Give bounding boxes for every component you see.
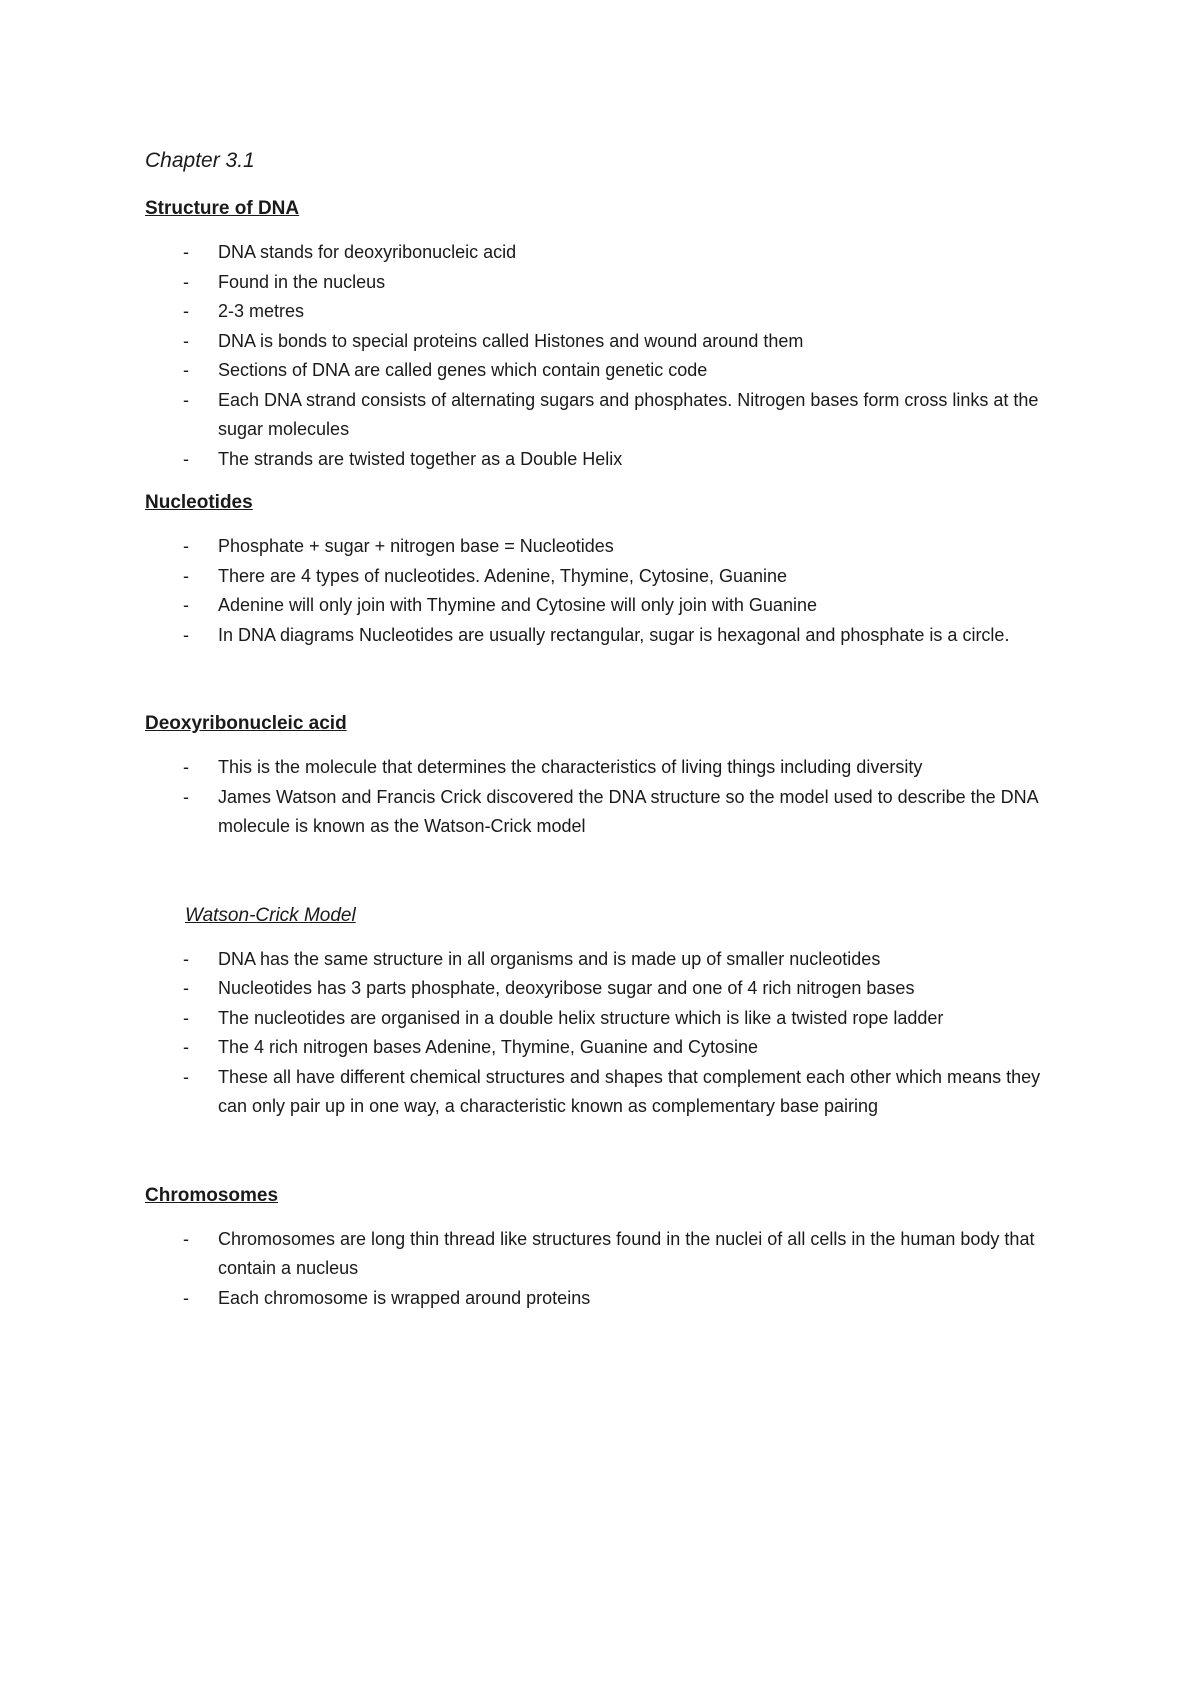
bullet-dash: - <box>183 360 189 380</box>
bullet-list-nucleotides <box>145 532 1065 650</box>
list-item: - James Watson and Francis Crick discovered the DNA structure so the model used to describe the DNA molecule is known as the Watson-Crick model <box>145 783 1065 842</box>
bullet-dash: - <box>183 595 189 615</box>
list-item: - There are 4 types of nucleotides. Adenine, Thymine, Cytosine, Guanine <box>145 562 1065 592</box>
bullet-dash: - <box>183 448 189 469</box>
section-heading-chromosomes: Chromosomes <box>145 1184 279 1206</box>
bullet-list-deoxyribonucleic-acid <box>145 753 1065 842</box>
list-item: - The 4 rich nitrogen bases Adenine, Thymine, Guanine and Cytosine <box>145 1033 1065 1063</box>
list-item: - Phosphate + sugar + nitrogen base = Nucleotides <box>145 532 1065 562</box>
list-item: - Nucleotides has 3 parts phosphate, deoxyribose sugar and one of 4 rich nitrogen bases <box>145 974 1065 1004</box>
bullet-dash: - <box>183 330 189 351</box>
bullet-dash: - <box>183 271 189 292</box>
list-item: - DNA stands for deoxyribonucleic acid <box>145 238 1065 268</box>
bullet-dash: - <box>183 624 189 645</box>
bullet-dash: - <box>183 1037 189 1057</box>
list-item: - Each chromosome is wrapped around proteins <box>145 1284 1065 1314</box>
section-heading-nucleotides: Nucleotides <box>145 492 253 513</box>
bullet-dash: - <box>183 389 189 410</box>
list-item: - The strands are twisted together as a Double Helix <box>145 445 1065 475</box>
bullet-dash: - <box>183 242 189 262</box>
list-item: - In DNA diagrams Nucleotides are usually rectangular, sugar is hexagonal and phosphate is a circle. <box>145 621 1065 651</box>
section-heading-deoxyribonucleic-acid: Deoxyribonucleic acid <box>145 713 347 734</box>
document-page <box>145 148 1065 1313</box>
bullet-dash: - <box>183 301 189 321</box>
list-item: - DNA is bonds to special proteins called Histones and wound around them <box>145 327 1065 357</box>
list-item: - Each DNA strand consists of alternating sugars and phosphates. Nitrogen bases form cross links at the sugar molecules <box>145 386 1065 445</box>
bullet-list-structure-of-dna <box>145 238 1065 474</box>
bullet-dash: - <box>183 786 189 807</box>
bullet-list-watson-crick-model <box>145 945 1065 1122</box>
bullet-dash: - <box>183 978 189 998</box>
bullet-dash: - <box>183 948 189 969</box>
list-item: - The nucleotides are organised in a double helix structure which is like a twisted rope ladder <box>145 1004 1065 1034</box>
list-item: - Adenine will only join with Thymine and Cytosine will only join with Guanine <box>145 591 1065 621</box>
bullet-dash: - <box>183 1228 189 1249</box>
bullet-dash: - <box>183 565 189 586</box>
list-item: - Chromosomes are long thin thread like structures found in the nuclei of all cells in the human body that contain a nucleus <box>145 1225 1065 1284</box>
bullet-dash: - <box>183 1007 189 1028</box>
bullet-list-chromosomes <box>145 1225 1065 1314</box>
bullet-dash: - <box>183 1287 189 1308</box>
subheading-watson-crick-model: Watson-Crick Model <box>185 904 356 926</box>
bullet-dash: - <box>183 1066 189 1087</box>
list-item: - Sections of DNA are called genes which contain genetic code <box>145 356 1065 386</box>
list-item: - These all have different chemical structures and shapes that complement each other which means they can only pair up in one way, a characteristic known as complementary base pairing <box>145 1063 1065 1122</box>
list-item: - This is the molecule that determines the characteristics of living things including diversity <box>145 753 1065 783</box>
section-heading-structure-of-dna: Structure of DNA <box>145 198 300 219</box>
list-item: - DNA has the same structure in all organisms and is made up of smaller nucleotides <box>145 945 1065 975</box>
list-item: - 2-3 metres <box>145 297 1065 327</box>
bullet-dash: - <box>183 536 189 556</box>
chapter-title: Chapter 3.1 <box>145 149 255 172</box>
list-item: - Found in the nucleus <box>145 268 1065 298</box>
bullet-dash: - <box>183 757 189 777</box>
